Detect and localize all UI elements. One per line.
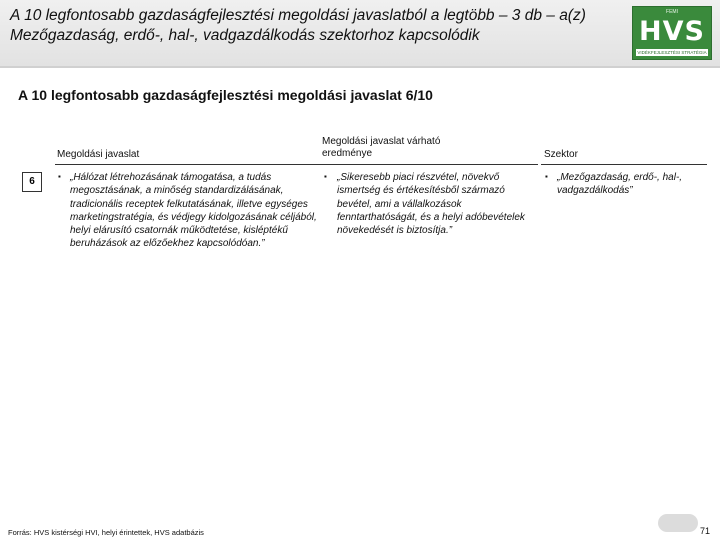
source-note: Forrás: HVS kistérségi HVI, helyi érintettek, HVS adatbázis — [8, 528, 204, 537]
page-number: 71 — [700, 526, 711, 536]
logo-sub-text: VIDÉKFEJLESZTÉSI STRATÉGIA — [637, 50, 707, 55]
page-title: A 10 legfontosabb gazdaságfejlesztési megoldási javaslatból a legtöbb – 3 db – a(z) Mezőgazdaság, erdő-, hal-, vadgazdálkodás szektorhoz kapcsolódik — [10, 7, 586, 44]
bullet-solution: ▪ — [58, 172, 61, 181]
header-rule-solution — [55, 164, 323, 165]
section-subtitle: A 10 legfontosabb gazdaságfejlesztési megoldási javaslat 6/10 — [18, 87, 433, 103]
header-rule-result — [320, 164, 538, 165]
header-bar — [0, 0, 720, 66]
bullet-sector: ▪ — [545, 172, 548, 181]
header-solution: Megoldási javaslat — [57, 149, 140, 160]
logo-main-text: HVS — [639, 16, 705, 47]
row-number-box: 6 — [22, 172, 42, 192]
cell-solution: „Hálózat létrehozásának támogatása, a tudás megosztásának, a minőség standardizálásának, tradicionális receptek felkutatásának, illetve egységes marketingstratégia, és védjegy kidolgozásának céljából, helyi elárusító csatornák működtetése, kisléptékű beruházások az előzőekhez kapcsolódóan.” — [70, 172, 317, 250]
header-rule-sector — [541, 164, 707, 165]
logo-small-text: FEMI — [666, 9, 678, 15]
header-sector: Szektor — [544, 149, 578, 160]
footer-logo — [658, 514, 698, 532]
header-expected-result: Megoldási javaslat várható eredménye — [322, 136, 441, 159]
cell-sector: „Mezőgazdaság, erdő-, hal-, vadgazdálkodás” — [557, 172, 683, 197]
hvs-logo — [632, 6, 712, 60]
cell-expected-result: „Sikeresebb piaci részvétel, növekvő ismertség és értékesítésből származó bevétel, ami a vállalkozások fenntarthatóságát, és a helyi adóbevételek növekedését is biztosítja.” — [337, 172, 525, 237]
header-divider — [0, 66, 720, 68]
bullet-result: ▪ — [324, 172, 327, 181]
